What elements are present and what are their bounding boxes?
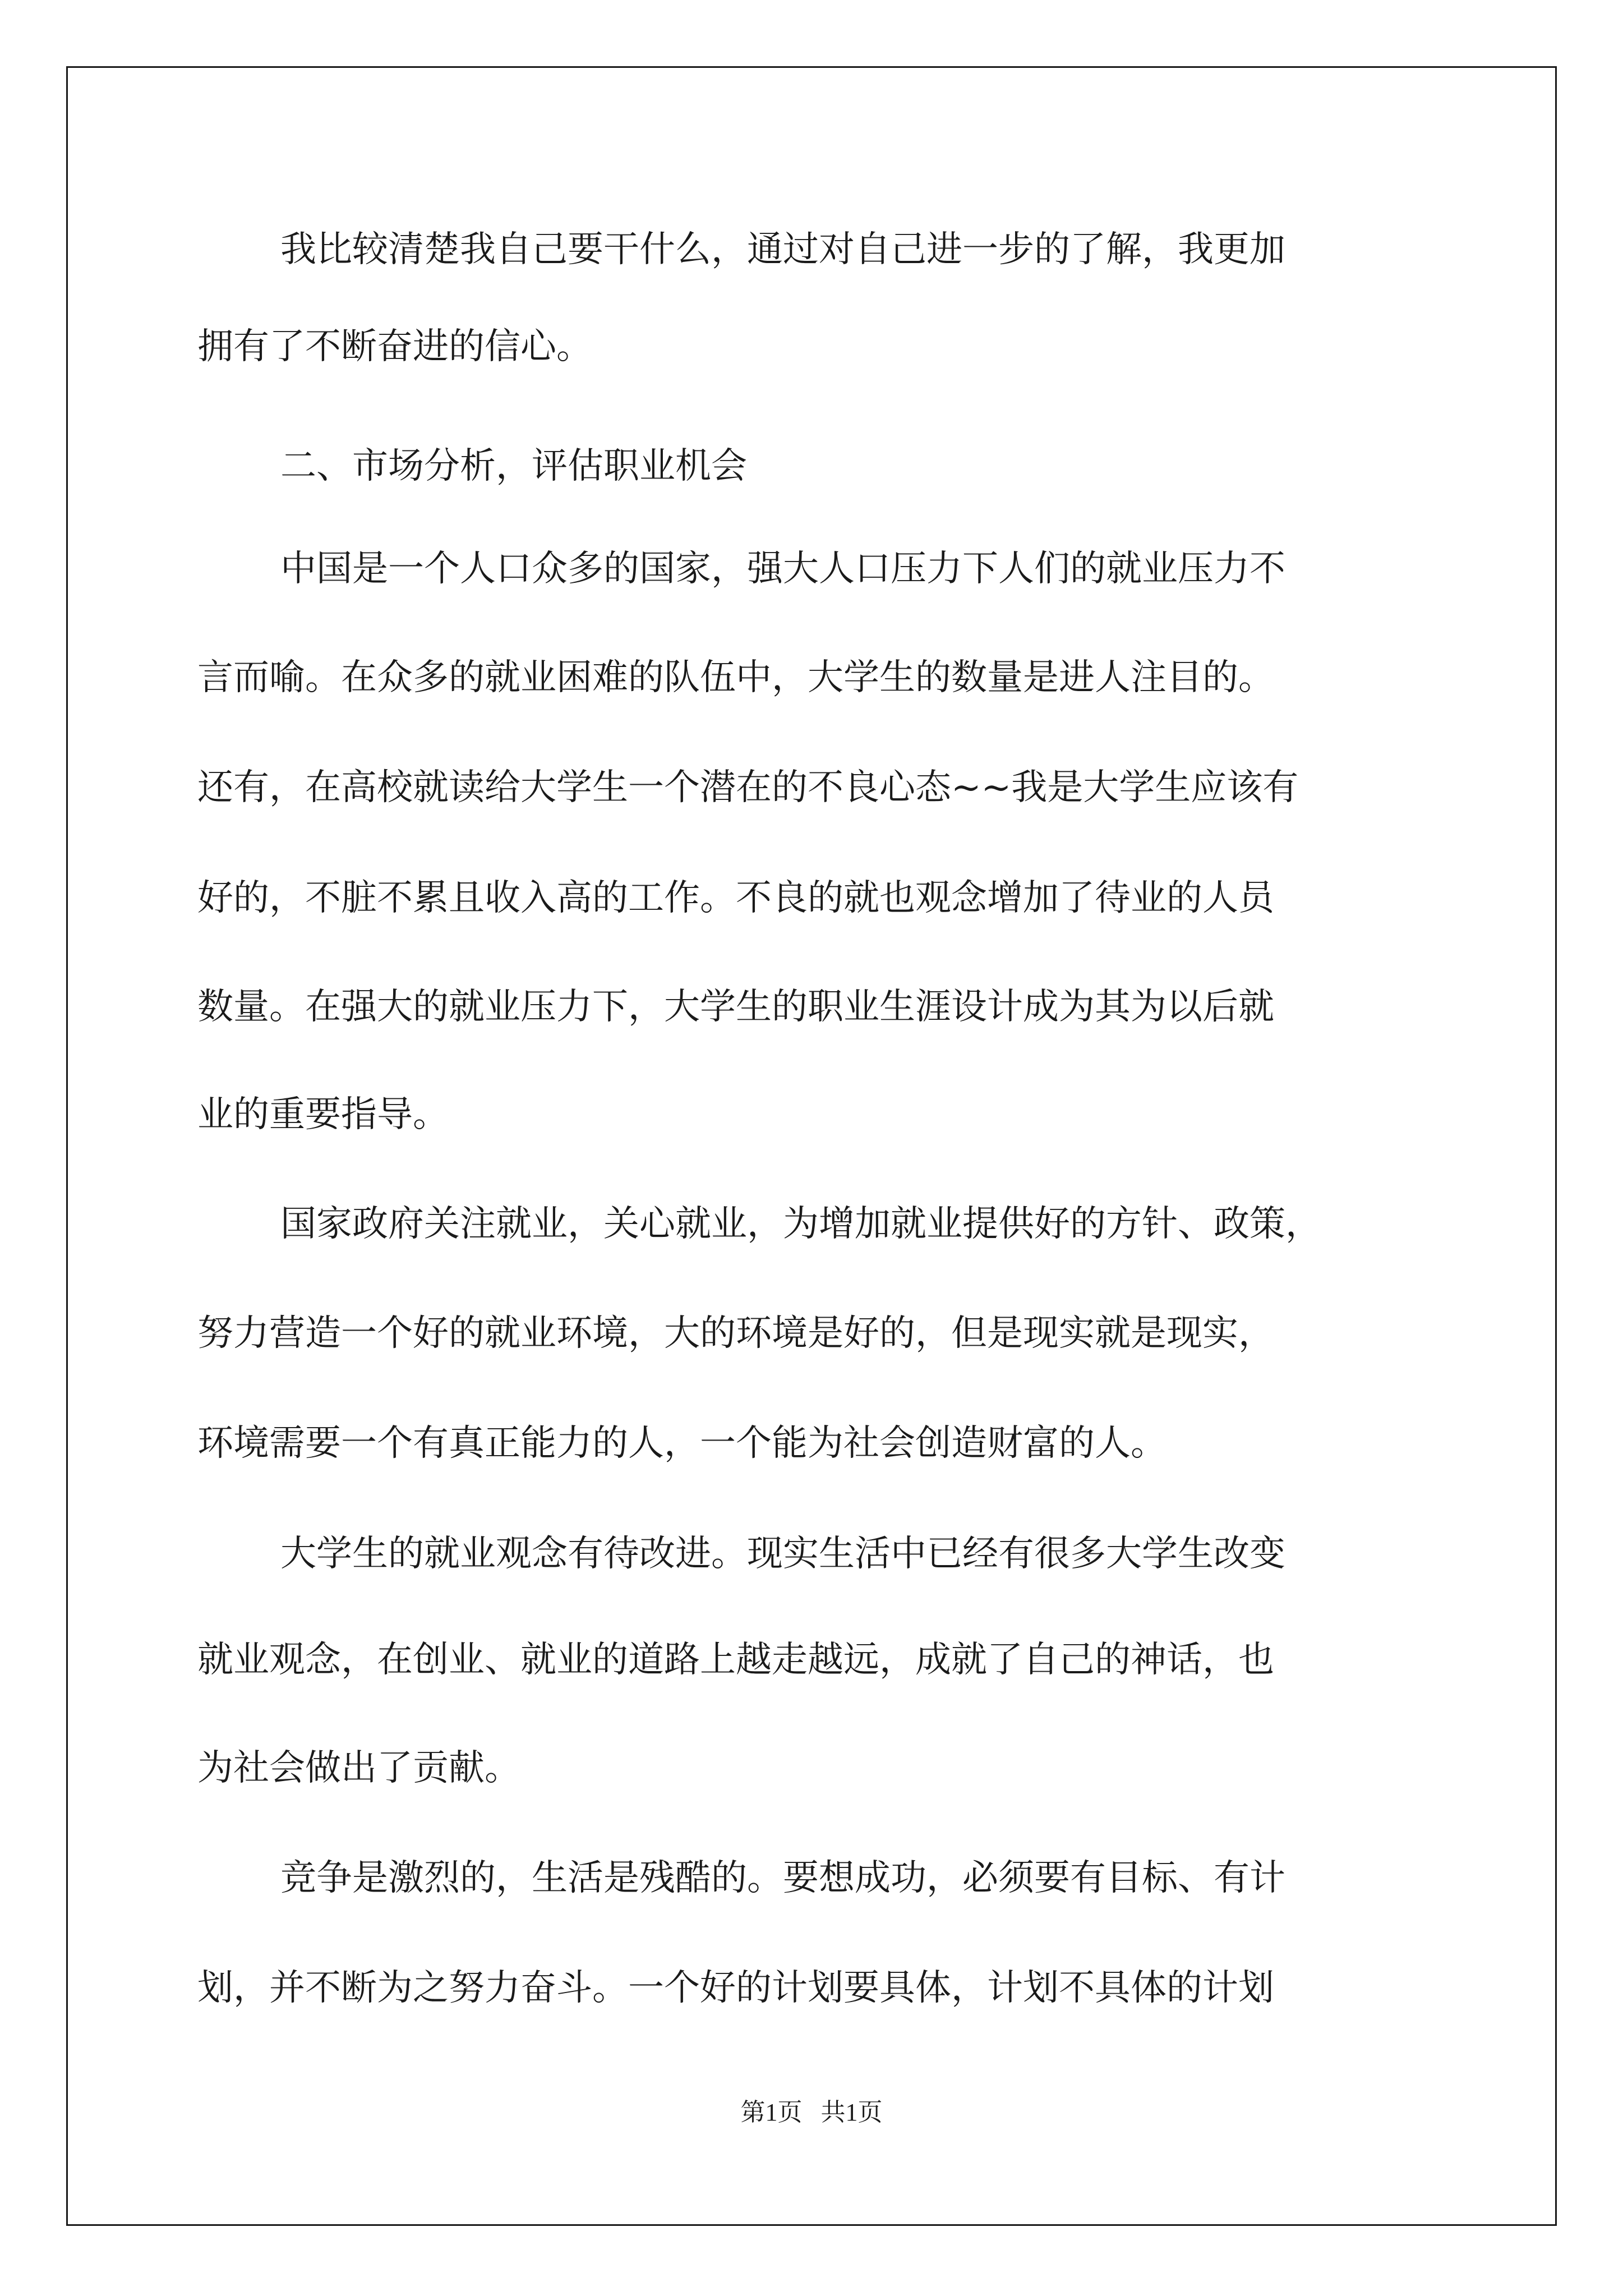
- body-line: 国家政府关注就业，关心就业，为增加就业提供好的方针、政策，: [280, 1203, 1321, 1245]
- body-line: 数量。在强大的就业压力下，大学生的职业生涯设计成为其为以后就: [197, 986, 1274, 1028]
- body-line: 竞争是激烈的，生活是残酷的。要想成功，必须要有目标、有计: [280, 1857, 1285, 1899]
- body-line: 努力营造一个好的就业环境，大的环境是好的，但是现实就是现实，: [197, 1313, 1274, 1354]
- body-line: 拥有了不断奋进的信心。: [197, 326, 592, 367]
- body-line: 言而喻。在众多的就业困难的队伍中，大学生的数量是进人注目的。: [197, 657, 1274, 698]
- page-border: [66, 66, 1557, 2226]
- page-number: 第1页 共1页: [740, 2099, 883, 2126]
- body-line: 业的重要指导。: [197, 1094, 449, 1135]
- body-line: 大学生的就业观念有待改进。现实生活中已经有很多大学生改变: [280, 1533, 1285, 1575]
- body-line: 还有，在高校就读给大学生一个潜在的不良心态~~我是大学生应该有: [197, 767, 1299, 808]
- body-line: 好的，不脏不累且收入高的工作。不良的就也观念增加了待业的人员: [197, 877, 1274, 919]
- body-line: 划，并不断为之努力奋斗。一个好的计划要具体，计划不具体的计划: [197, 1967, 1274, 2009]
- body-line: 为社会做出了贡献。: [197, 1747, 520, 1789]
- body-line: 环境需要一个有真正能力的人，一个能为社会创造财富的人。: [197, 1423, 1166, 1464]
- body-line: 就业观念，在创业、就业的道路上越走越远，成就了自己的神话，也: [197, 1639, 1274, 1681]
- section-heading: 二、市场分析，评估职业机会: [280, 445, 747, 487]
- body-line: 我比较清楚我自己要干什么，通过对自己进一步的了解，我更加: [280, 229, 1285, 270]
- body-line: 中国是一个人口众多的国家，强大人口压力下人们的就业压力不: [280, 548, 1285, 590]
